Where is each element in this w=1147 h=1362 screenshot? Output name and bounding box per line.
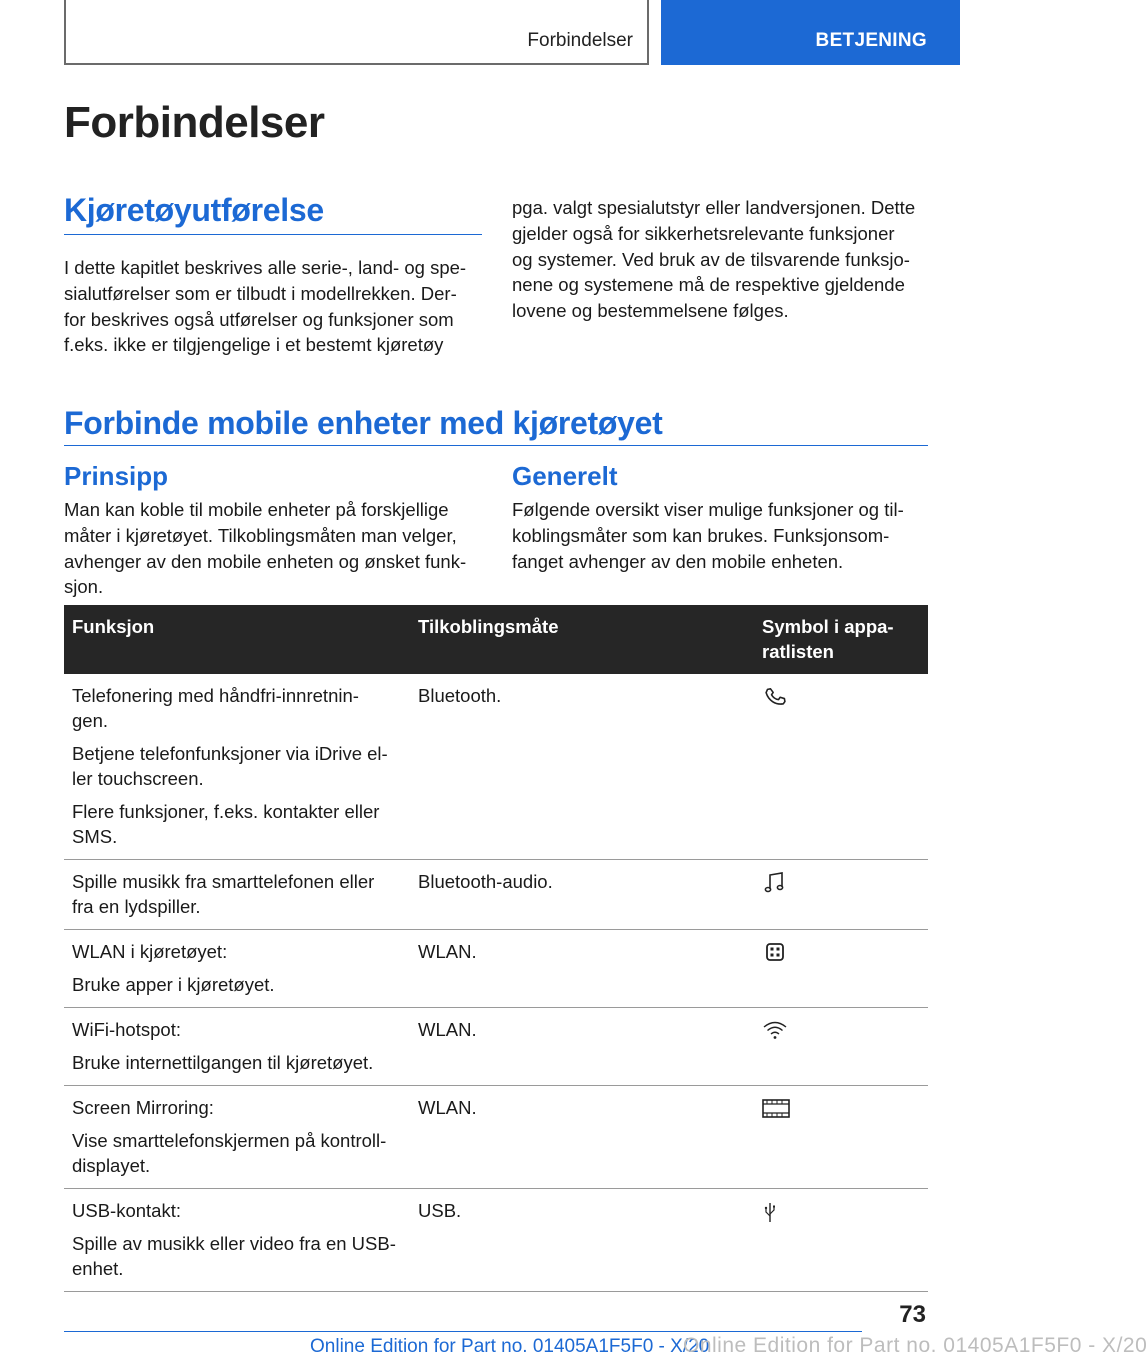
header-chapter-label: BETJENING	[815, 30, 927, 51]
text-line: f.eks. ikke er tilgjengelige i et bestemt kjøretøy	[64, 334, 444, 356]
phone-icon	[762, 685, 790, 709]
method-cell: USB.	[410, 1189, 754, 1292]
function-text: USB-kontakt:	[72, 1200, 181, 1221]
function-text: WLAN i kjøretøyet:	[72, 941, 228, 962]
footer-rule	[64, 1331, 862, 1332]
principle-text	[64, 497, 484, 600]
function-text: Spille musikk fra smarttelefonen eller fra en lydspiller.	[72, 871, 375, 917]
text-line: fanget avhenger av den mobile enheten.	[512, 550, 844, 572]
general-heading: Generelt	[512, 461, 618, 491]
symbol-cell	[754, 860, 928, 930]
method-cell: Bluetooth-audio.	[410, 860, 754, 930]
text-line: nene og systemene må de respektive gjeldende	[512, 274, 905, 296]
method-cell: WLAN.	[410, 930, 754, 1008]
table-row	[64, 930, 928, 1008]
table-header-row	[64, 605, 928, 674]
col-header-symbol	[754, 605, 928, 674]
symbol-cell	[754, 1086, 928, 1189]
col-header-function: Funksjon	[64, 605, 410, 674]
page-title: Forbindelser	[64, 98, 325, 147]
symbol-cell	[754, 930, 928, 1008]
function-cell	[64, 860, 410, 930]
connect-heading-rule	[64, 445, 928, 446]
method-cell: WLAN.	[410, 1086, 754, 1189]
function-text: Betjene telefonfunksjoner via iDrive el- ler touchscreen.	[72, 743, 388, 789]
function-text: Flere funksjoner, f.eks. kontakter eller SMS.	[72, 801, 380, 847]
vehicle-heading: Kjøretøyutførelse	[64, 192, 324, 228]
symbol-cell	[754, 1189, 928, 1292]
text-line: pga. valgt spesialutstyr eller landversjonen. Dette	[512, 197, 916, 218]
table-row	[64, 674, 928, 860]
footer-watermark: Online Edition for Part no. 01405A1F5F0 - X/20	[683, 1334, 1147, 1357]
connect-heading: Forbinde mobile enheter med kjøretøyet	[64, 405, 663, 441]
col-header-method: Tilkoblingsmåte	[410, 605, 754, 674]
connection-table	[64, 605, 928, 1292]
text-line: lovene og bestemmelsene følges.	[512, 300, 789, 322]
header-chapter-tab[interactable]	[661, 0, 960, 65]
text-line: sialutførelser som er tilbudt i modellrekken. Der-	[64, 282, 457, 304]
function-text: Vise smarttelefonskjermen på kontroll- displayet.	[72, 1130, 387, 1176]
function-text: Screen Mirroring:	[72, 1097, 214, 1118]
text-line: for beskrives også utførelser og funksjoner som	[64, 308, 454, 330]
function-cell	[64, 930, 410, 1008]
footer-edition: Online Edition for Part no. 01405A1F5F0 - X/20	[310, 1336, 710, 1357]
text-line: Man kan koble til mobile enheter på forskjellige	[64, 499, 449, 520]
function-cell	[64, 1008, 410, 1086]
text-line: koblingsmåter som kan brukes. Funksjonsom-	[512, 524, 890, 546]
text-line: avhenger av den mobile enheten og ønsket funk-	[64, 550, 467, 572]
method-cell: Bluetooth.	[410, 674, 754, 860]
function-text: Telefonering med håndfri-innretnin- gen.	[72, 685, 359, 731]
function-text: Spille av musikk eller video fra en USB- enhet.	[72, 1233, 396, 1279]
symbol-cell	[754, 674, 928, 860]
header-section-tab	[64, 0, 649, 65]
text-line: måter i kjøretøyet. Tilkoblingsmåten man velger,	[64, 524, 457, 546]
text-line: Følgende oversikt viser mulige funksjoner og til-	[512, 499, 904, 520]
apps-icon	[762, 941, 790, 965]
vehicle-text-left	[64, 255, 484, 358]
function-cell	[64, 1189, 410, 1292]
vehicle-text-right	[512, 195, 932, 324]
music-note-icon	[762, 871, 790, 895]
function-text: WiFi-hotspot:	[72, 1019, 181, 1040]
table-row	[64, 1086, 928, 1189]
symbol-cell	[754, 1008, 928, 1086]
method-cell: WLAN.	[410, 1008, 754, 1086]
text-line: og systemer. Ved bruk av de tilsvarende funksjo-	[512, 248, 910, 270]
usb-icon	[762, 1200, 790, 1224]
wifi-icon	[762, 1019, 790, 1043]
function-cell	[64, 674, 410, 860]
function-cell	[64, 1086, 410, 1189]
general-text	[512, 497, 932, 574]
text-line: I dette kapitlet beskrives alle serie-, land- og spe-	[64, 257, 467, 278]
table-row	[64, 1008, 928, 1086]
vehicle-heading-rule	[64, 234, 482, 235]
function-text: Bruke apper i kjøretøyet.	[72, 974, 275, 995]
col-header-symbol-label: Symbol i appa- ratlisten	[762, 616, 894, 662]
text-line: sjon.	[64, 576, 104, 598]
table-row	[64, 1189, 928, 1292]
header-section-label: Forbindelser	[527, 30, 633, 51]
text-line: gjelder også for sikkerhetsrelevante funksjoner	[512, 222, 895, 244]
screen-mirroring-icon	[762, 1097, 790, 1121]
principle-heading: Prinsipp	[64, 461, 169, 491]
page-number: 73	[899, 1301, 926, 1328]
table-row	[64, 860, 928, 930]
function-text: Bruke internettilgangen til kjøretøyet.	[72, 1052, 374, 1073]
